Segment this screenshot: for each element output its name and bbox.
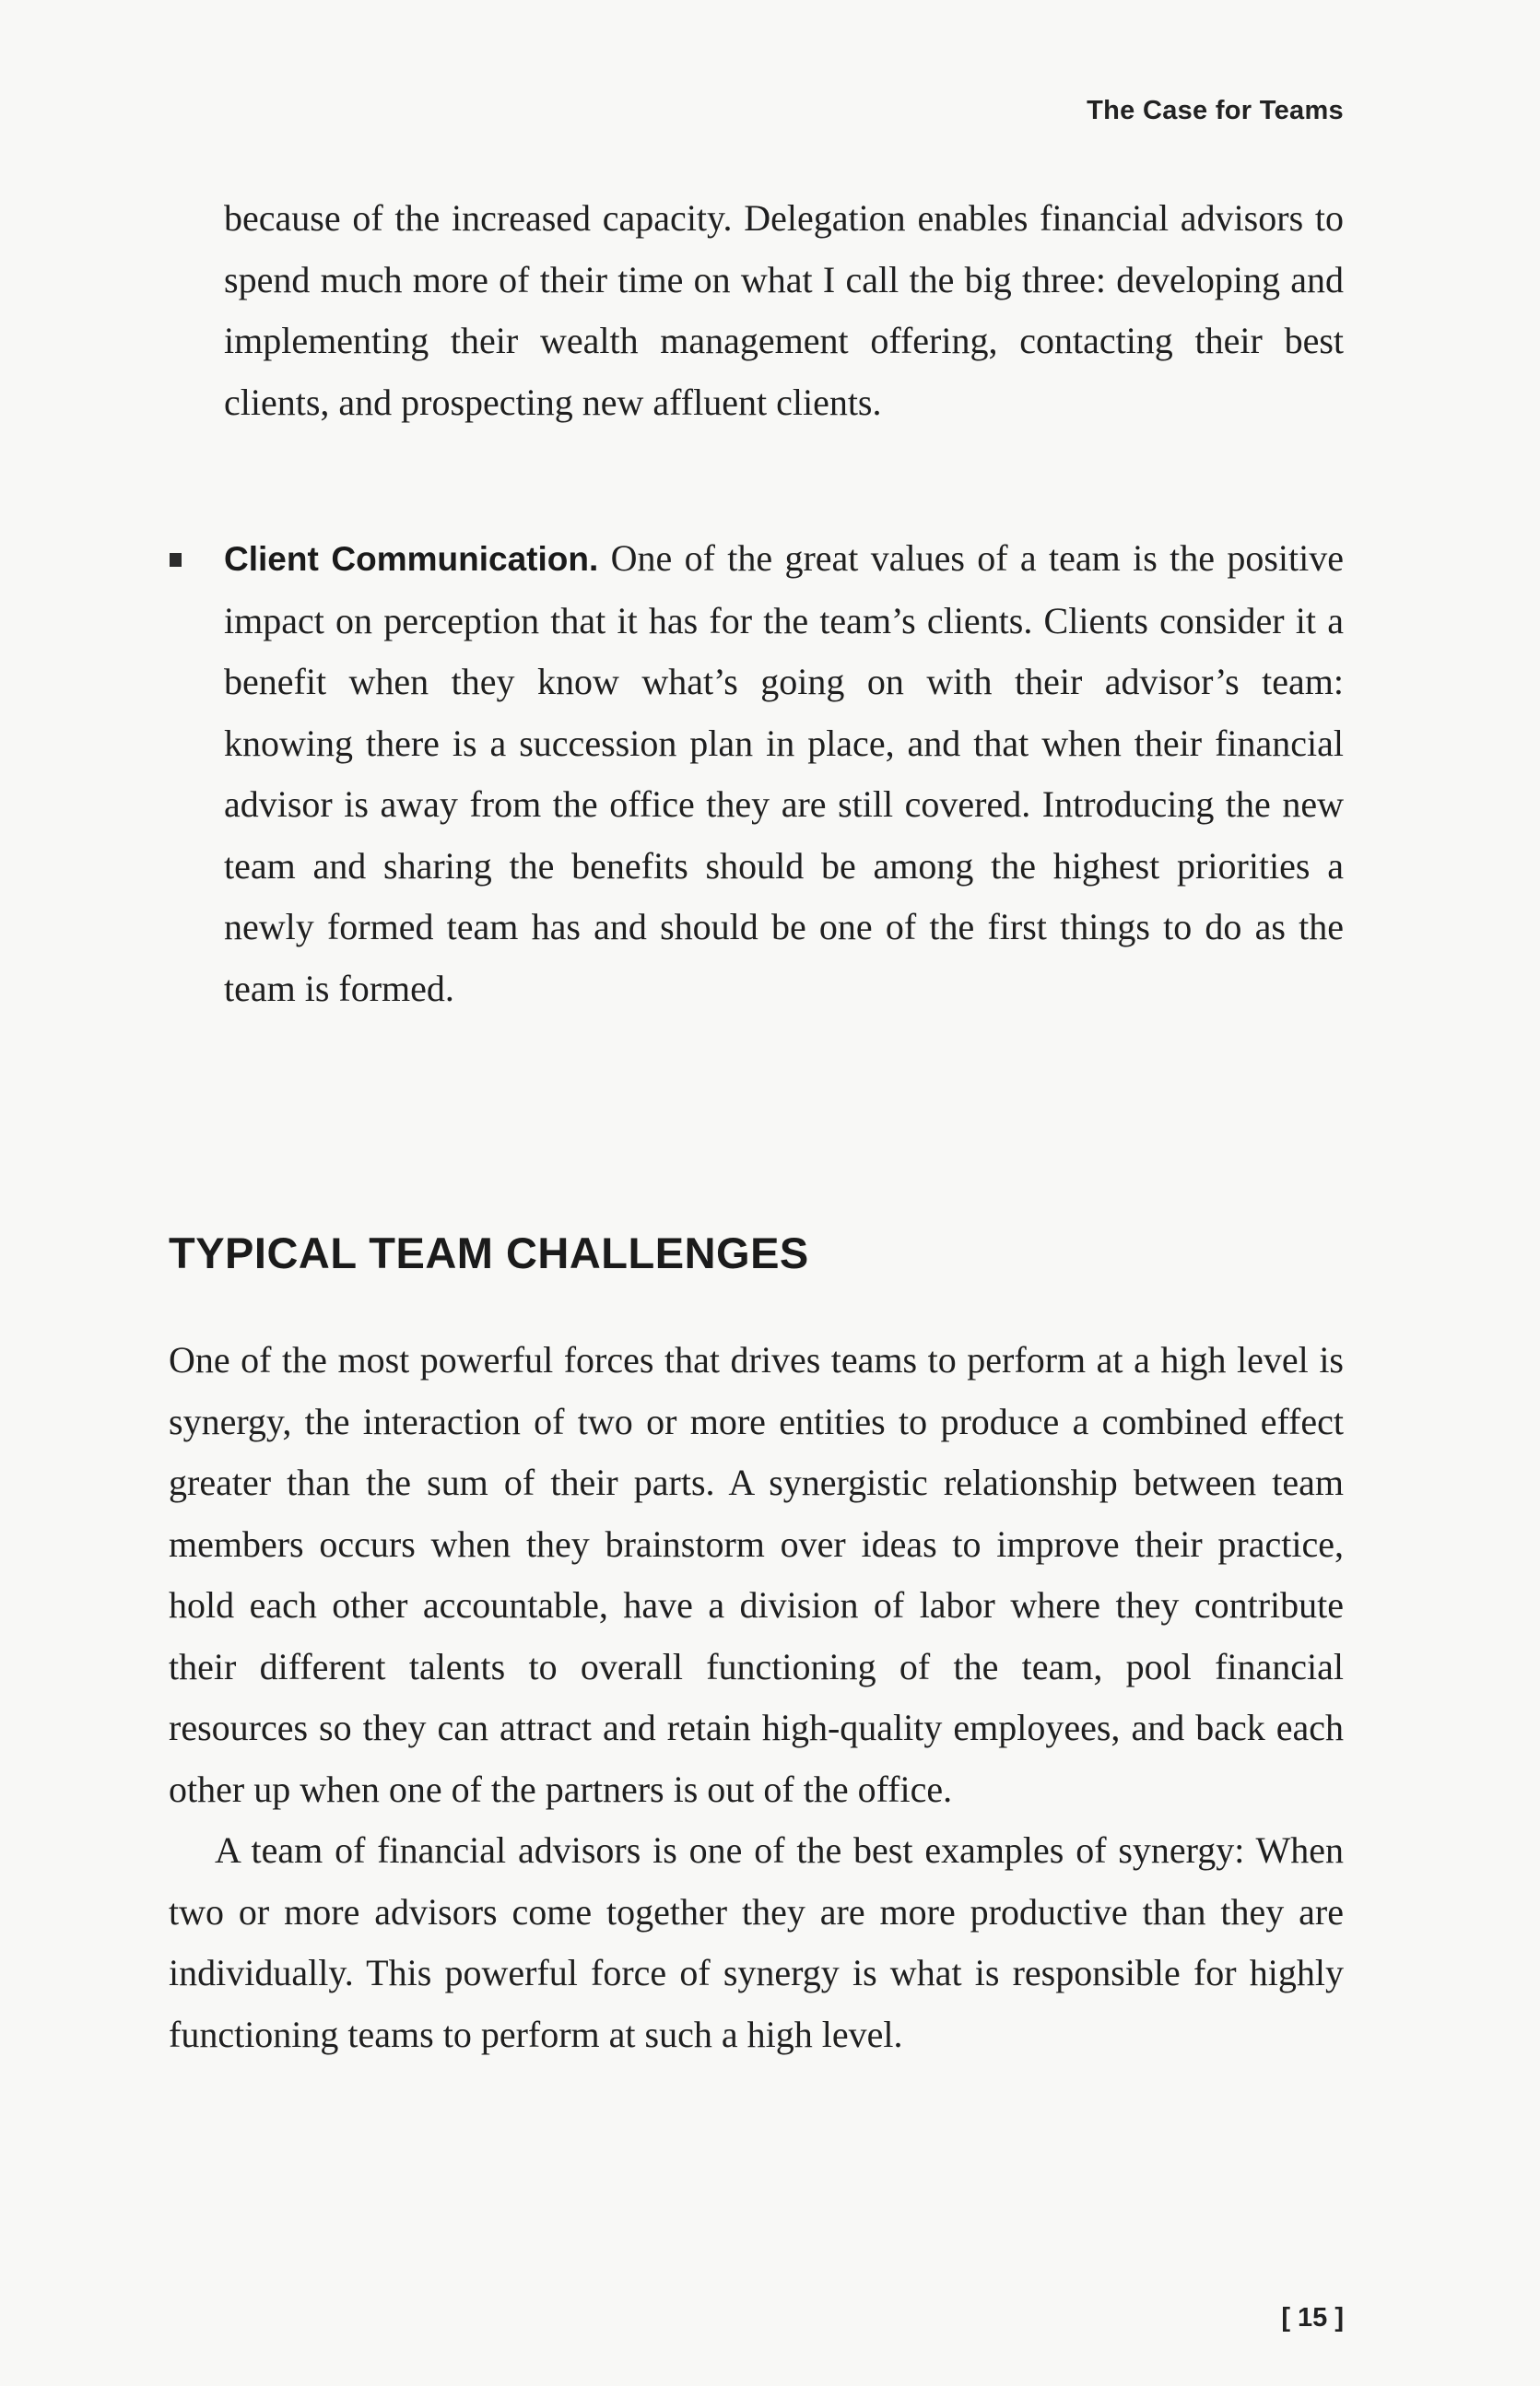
bullet-item: [224, 528, 1344, 1019]
section-paragraph: A team of financial advisors is one of the best examples of synergy: When two or more advisors come together they are more productive than they are individually. This powerful force of synergy is what is responsible for highly functioning teams to perform at such a high level.: [169, 1829, 1344, 2055]
square-bullet-icon: [170, 553, 182, 567]
continued-paragraph: because of the increased capacity. Delegation enables financial advisors to spend much more of their time on what I call the big three: developing and implementing their wealth management offering, contacting their best clients, and prospecting new affluent clients.: [224, 197, 1344, 423]
page-number: [ 15 ]: [1281, 2303, 1344, 2333]
bullet-text: One of the great values of a team is the positive impact on perception that it has for the team’s clients. Clients consider it a benefit when they know what’s going on with their advisor’s team: knowing there is a succession plan in place, and that when their financial advisor is away from the office they are still covered. Introducing the new team and sharing the benefits should be among the highest priorities a newly formed team has and should be one of the first things to do as the team is formed.: [224, 537, 1344, 1009]
section-heading: TYPICAL TEAM CHALLENGES: [169, 1228, 809, 1277]
section-body: [169, 1330, 1344, 2065]
running-head: The Case for Teams: [1087, 96, 1344, 125]
section-paragraph: One of the most powerful forces that drives teams to perform at a high level is synergy, the interaction of two or more entities to produce a combined effect greater than the sum of their parts. A synergistic relationship between team members occurs when they brainstorm over ideas to improve their practice, hold each other accountable, have a division of labor where they contribute their different talents to overall functioning of the team, pool financial resources so they can attract and retain high-quality employees, and back each other up when one of the partners is out of the office.: [169, 1339, 1344, 1810]
bullet-paragraph: [224, 528, 1344, 1019]
bullet-term: Client Communication.: [224, 540, 599, 578]
